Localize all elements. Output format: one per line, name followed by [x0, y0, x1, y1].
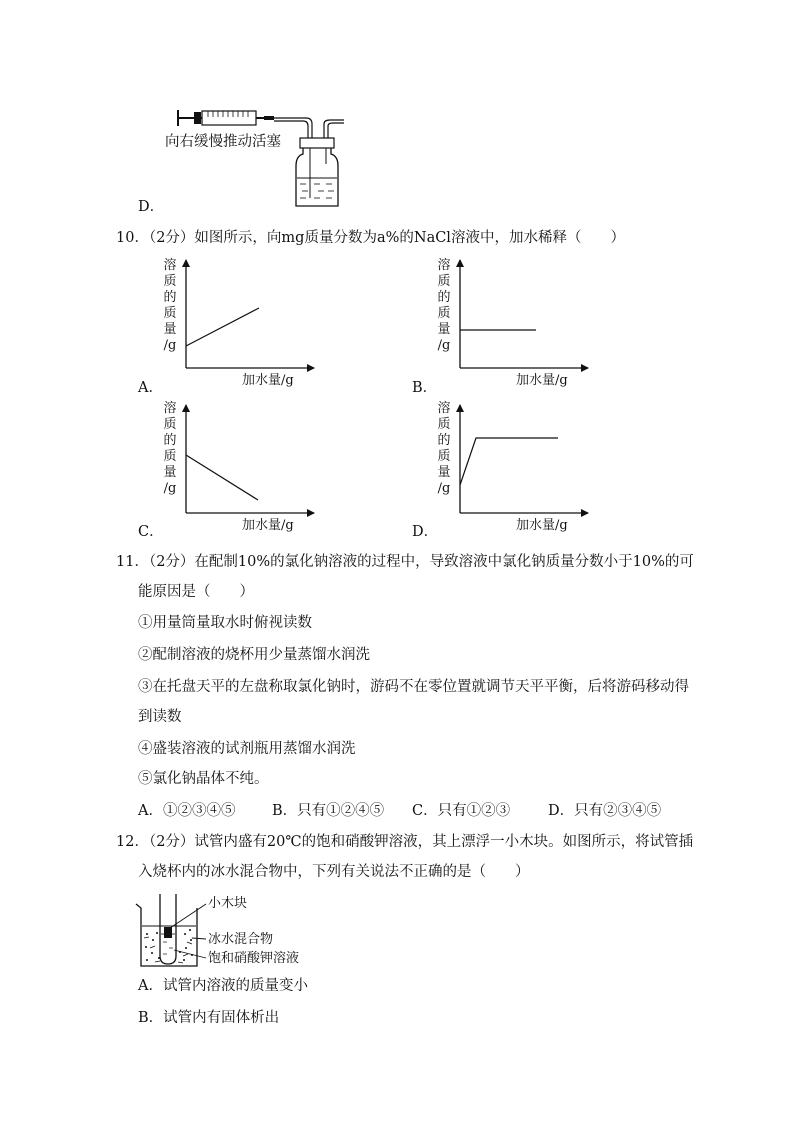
- y-label-char: 量: [437, 322, 451, 337]
- q11-item: ④盛装溶液的试剂瓶用蒸馏水润洗: [138, 741, 356, 757]
- q9-option-d-label: D．: [138, 199, 165, 215]
- q12-stem-line1: 12．（2分）试管内盛有20℃的饱和硝酸钾溶液，其上漂浮一小木块。如图所示，将试管插: [116, 834, 694, 850]
- y-label-char: 溶: [163, 401, 177, 416]
- y-label-char: 质: [163, 306, 177, 321]
- q10-stem: 10．（2分）如图所示，向mg质量分数为a%的NaCl溶液中，加水稀释（ ）: [116, 230, 625, 246]
- y-label-char: 质: [163, 417, 177, 432]
- q11-item: ①用量筒量取水时俯视读数: [138, 615, 312, 631]
- q12-option-a: A．试管内溶液的质量变小: [138, 978, 308, 994]
- q11-option-b: B．只有①②④⑤: [272, 803, 385, 819]
- graph-c-plot: [180, 403, 380, 523]
- label-ice-water-mixture: 冰水混合物: [208, 932, 274, 947]
- y-label-char: 量: [437, 465, 451, 480]
- q11-item: ②配制溶液的烧杯用少量蒸馏水润洗: [138, 647, 370, 663]
- y-label-char: 量: [163, 465, 177, 480]
- syringe-bottle-diagram: [0, 0, 794, 220]
- y-label-char: 质: [437, 306, 451, 321]
- y-label-char: 的: [163, 433, 177, 448]
- graph-b-plot: [454, 258, 654, 378]
- q11-item: 到读数: [138, 709, 182, 725]
- graph-a-x-label: 加水量/g: [242, 373, 294, 388]
- y-label-char: 质: [163, 274, 177, 289]
- y-label-char: 溶: [437, 258, 451, 273]
- graph-d-option-label: D．: [412, 524, 439, 540]
- y-label-char: 的: [163, 290, 177, 305]
- y-label-char: /g: [163, 481, 177, 496]
- y-label-char: 溶: [437, 401, 451, 416]
- graph-d-y-label: [436, 401, 452, 497]
- q11-item: ③在托盘天平的左盘称取氯化钠时，游码不在零位置就调节天平平衡，后将游码移动得: [138, 679, 689, 695]
- label-wooden-block: 小木块: [208, 896, 248, 911]
- graph-c-y-label: [162, 401, 178, 497]
- syringe-caption: 向右缓慢推动活塞: [165, 134, 281, 150]
- beaker-test-tube-diagram: [0, 890, 794, 990]
- graph-b-x-label: 加水量/g: [516, 373, 568, 388]
- graph-a-option-label: A．: [138, 380, 163, 396]
- graph-c-line: [186, 455, 258, 500]
- graph-b-y-label: [436, 258, 452, 354]
- q11-option-d: D．只有②③④⑤: [548, 803, 662, 819]
- y-label-char: 量: [163, 322, 177, 337]
- q12-stem-line2: 入烧杯内的冰水混合物中，下列有关说法不正确的是（ ）: [138, 864, 530, 880]
- y-label-char: /g: [163, 338, 177, 353]
- graph-a-plot: [180, 258, 380, 378]
- q11-stem-line1: 11．（2分）在配制10%的氯化钠溶液的过程中，导致溶液中氯化钠质量分数小于10%的可: [116, 554, 694, 570]
- graph-a-line: [186, 308, 259, 346]
- graph-a-y-label: [162, 258, 178, 354]
- y-label-char: 质: [163, 449, 177, 464]
- y-label-char: 的: [437, 433, 451, 448]
- q11-option-a: A．①②③④⑤: [138, 803, 236, 819]
- graph-c-option-label: C．: [138, 524, 164, 540]
- y-label-char: /g: [437, 338, 451, 353]
- q12-option-b: B．试管内有固体析出: [138, 1010, 280, 1026]
- y-label-char: 溶: [163, 258, 177, 273]
- y-label-char: 质: [437, 449, 451, 464]
- graph-c-x-label: 加水量/g: [242, 518, 294, 533]
- y-label-char: 的: [437, 290, 451, 305]
- y-label-char: 质: [437, 417, 451, 432]
- q11-stem-line2: 能原因是（ ）: [138, 584, 254, 600]
- graph-d-plot: [454, 403, 654, 523]
- q11-item: ⑤氯化钠晶体不纯。: [138, 771, 269, 787]
- label-saturated-kno3-solution: 饱和硝酸钾溶液: [208, 951, 300, 966]
- y-label-char: 质: [437, 274, 451, 289]
- q11-option-c: C．只有①②③: [412, 803, 511, 819]
- graph-b-option-label: B．: [412, 380, 438, 396]
- graph-d-line: [460, 438, 558, 485]
- y-label-char: /g: [437, 481, 451, 496]
- graph-d-x-label: 加水量/g: [516, 518, 568, 533]
